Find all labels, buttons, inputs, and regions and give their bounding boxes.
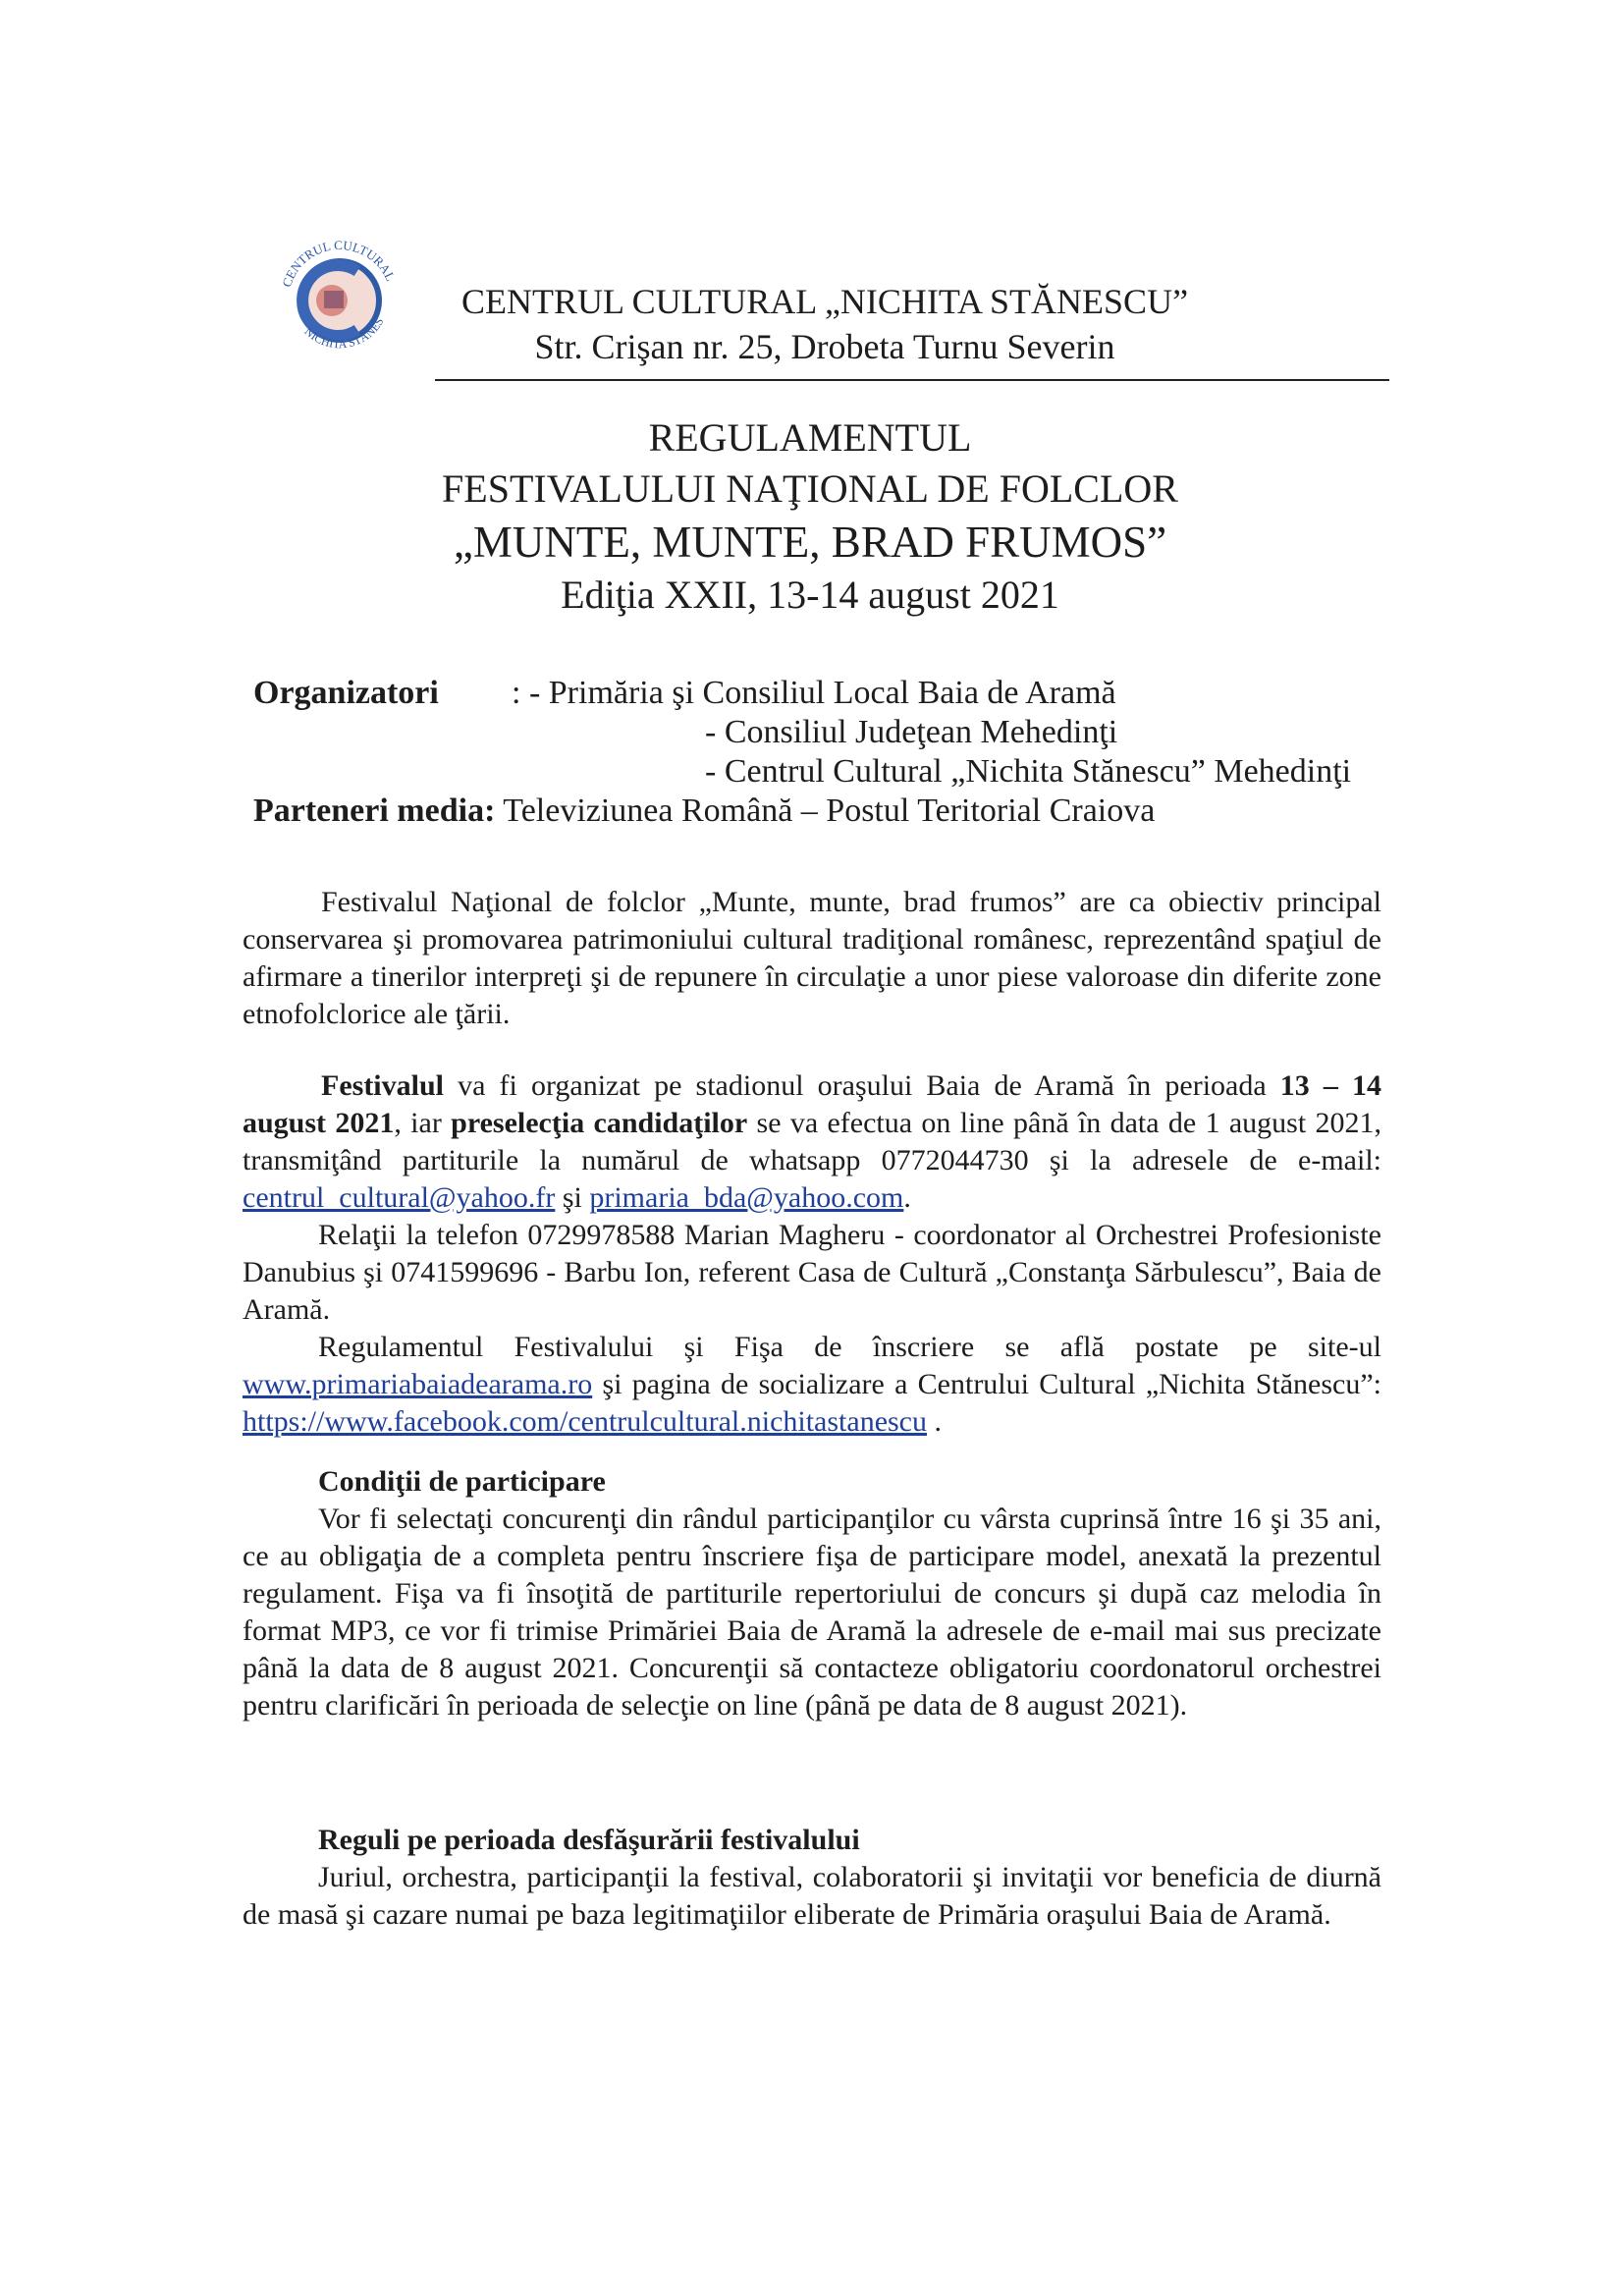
media-label: Parteneri media: [253,793,496,829]
facebook-link[interactable]: https://www.facebook.com/centrulcultural.nichitastanescu [243,1405,928,1438]
organizer-item: - Consiliul Judeţean Mehedinţi [705,714,1118,750]
organizer-item: - Centrul Cultural „Nichita Stănescu” Mehedinţi [705,753,1352,790]
title-line-1: REGULAMENTUL [648,415,972,460]
festival-word: Festivalul [321,1069,444,1102]
details-block [243,1067,1381,1441]
organizers-label: Organizatori [253,675,439,711]
conditions-paragraph: Vor fi selectaţi concurenţi din rândul participanţilor cu vârsta cuprinsă între 16 şi 35 ani, ce au obligaţia de a completa pentru înscriere fişa de participare model, anexată la prezentul regulament. Fişa va fi însoţită de partiturile repertoriului de concurs şi după caz melodia în format MP3, ce vor fi trimise Primăriei Baia de Aramă la adresele de e-mail mai sus precizate până la data de 8 august 2021. Concurenţii să contacteze obligatoriu coordonatorul orchestrei pentru clarificări în perioada de selecţie on line (până pe data de 8 august 2021). [243,1503,1381,1722]
svg-text:CENTRUL CULTURAL: CENTRUL CULTURAL [279,237,399,290]
rules-heading: Reguli pe perioada desfăşurării festivalului [318,1824,860,1856]
svg-text:NICHITA STĂNESCU: NICHITA STĂNES [301,314,387,352]
conditions-heading: Condiţii de participare [318,1465,606,1498]
title-block [295,412,1325,621]
email-link-cultural[interactable]: centrul_cultural@yahoo.fr [243,1181,556,1214]
email-link-primaria[interactable]: primaria_bda@yahoo.com [589,1181,904,1214]
organizers-block [253,674,1432,831]
preselection-label: preselecţia candidaţilor [451,1107,748,1139]
rules-paragraph: Regulamentul Festivalului şi Fişa de înscriere se află postate pe site-ul www.primariabaiadearama.ro şi pagina de socializare a Centrului Cultural „Nichita Stănescu”: https://www.facebook.com/centrulcultural.nichitastanescu . [243,1331,1381,1438]
cultural-center-logo [267,228,412,373]
media-value: Televiziunea Română – Postul Teritorial Craiova [503,793,1156,829]
website-link[interactable]: www.primariabaiadearama.ro [243,1368,593,1400]
header-block [432,279,1217,369]
title-line-2: FESTIVALULUI NAŢIONAL DE FOLCLOR [442,466,1178,511]
rules-text-paragraph: Juriul, orchestra, participanţii la festival, colaboratorii şi invitaţii vor beneficia de diurnă de masă şi cazare numai pe baza legitimaţiilor eliberate de Primăria oraşului Baia de Aramă. [243,1861,1381,1931]
organization-address: Str. Crişan nr. 25, Drobeta Turnu Severin [534,327,1115,366]
title-line-3: „MUNTE, MUNTE, BRAD FRUMOS” [453,518,1167,567]
intro-paragraph: Festivalul Naţional de folclor „Munte, munte, brad frumos” are ca obiectiv principal conservarea şi promovarea patrimoniului cultural tradiţional românesc, reprezentând spaţiul de afirmare a tinerilor interpreţi şi de repunere în circulaţie a unor piese valoroase din diferite zone etnofolclorice ale ţării. [243,886,1381,1030]
header-divider [435,379,1389,381]
organizer-item: : - Primăria şi Consiliul Local Baia de Aramă [512,675,1116,711]
media-partners [253,792,1155,831]
festival-paragraph: Festivalul va fi organizat pe stadionul oraşului Baia de Aramă în perioada 13 – 14 august 2021, iar preselecţia candidaţilor se va efectua on line până în data de 1 august 2021, transmiţând partiturile la numărul de whatsapp 0772044730 şi la adresele de e-mail: centrul_cultural@yahoo.fr şi primaria_bda@yahoo.com. [243,1069,1382,1214]
festival-dates: 13 – 14 august 2021 [243,1069,1382,1139]
organization-name: CENTRUL CULTURAL „NICHITA STĂNESCU” [460,282,1189,321]
contact-paragraph: Relaţii la telefon 0729978588 Marian Magheru - coordonator al Orchestrei Profesioniste Danubius şi 0741599696 - Barbu Ion, referent Casa de Cultură „Constanţa Sărbulescu”, Baia de Aramă. [243,1219,1381,1326]
title-line-4: Ediţia XXII, 13-14 august 2021 [561,573,1059,617]
